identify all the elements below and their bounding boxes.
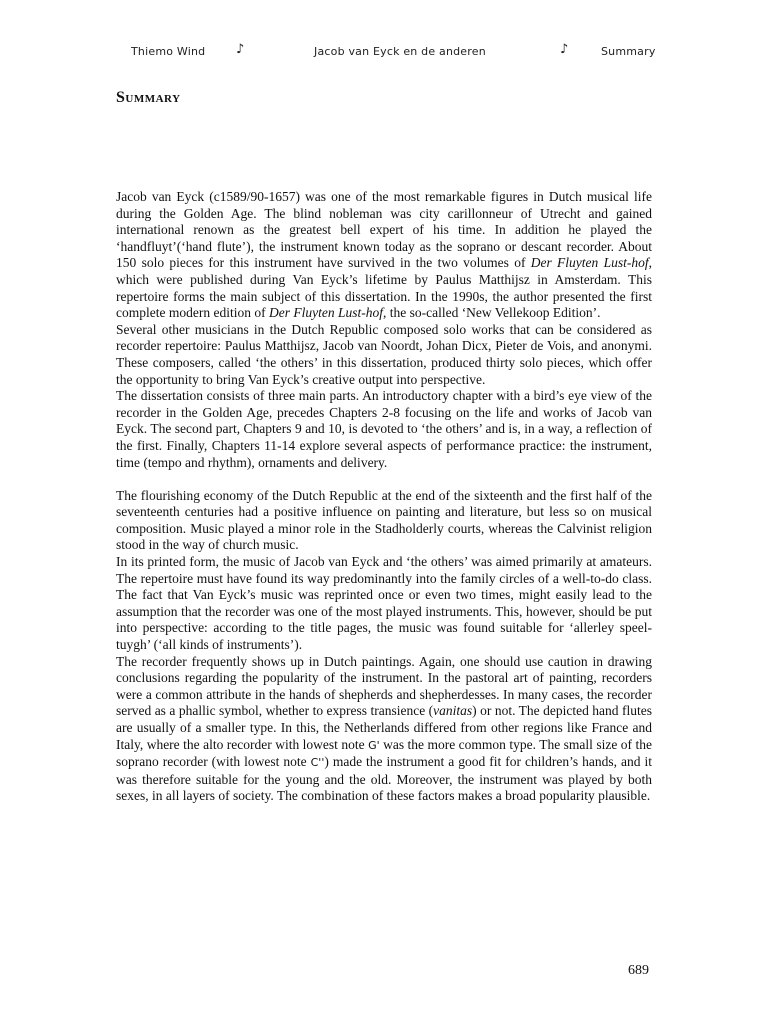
paragraph: The dissertation consists of three main parts. An introductory chapter with a bird’s eye view of the recorder in the Golden Age, precedes Chapters 2-8 focusing on the life and works of Jacob van Eyck. The second part, Chapters 9 and 10, is devoted to ‘the others’ and is, in a way, a reflection of the first. Finally, Chapters 11-14 explore several aspects of performance practice: the instrument, time (tempo and rhythm), ornaments and delivery. <box>116 388 652 470</box>
header-author: Thiemo Wind <box>131 45 206 58</box>
header-section: Summary <box>601 45 656 58</box>
body-text <box>116 189 652 805</box>
page-number: 689 <box>628 963 649 978</box>
section-heading: Summary <box>116 89 181 106</box>
paragraph: In its printed form, the music of Jacob van Eyck and ‘the others’ was aimed primarily at amateurs. The repertoire must have found its way predominantly into the family circles of a well-to-do class. The fact that Van Eyck’s music was reprinted once or even two times, might easily lead to the assumption that the recorder was one of the most played instruments. This, however, should be put into perspective: according to the title pages, the music was found suitable for ‘allerley speel-tuygh’ (‘all kinds of instruments’). <box>116 554 652 653</box>
paragraph: Several other musicians in the Dutch Republic composed solo works that can be considered as recorder repertoire: Paulus Matthijsz, Jacob van Noordt, Johan Dicx, Pieter de Vois, and anonymi. These composers, called ‘the others’ in this dissertation, produced thirty solo pieces, which offer the opportunity to bring Van Eyck’s creative output into perspective. <box>116 321 652 387</box>
music-note-icon: ♪ <box>560 42 569 57</box>
header-book-title: Jacob van Eyck en de anderen <box>314 45 486 58</box>
paragraph: The recorder frequently shows up in Dutch paintings. Again, one should use caution in drawing conclusions regarding the popularity of the instrument. In the pastoral art of painting, recorders were a common attribute in the hands of shepherds and shepherdesses. In many cases, the recorder served as a phallic symbol, whether to express transience (vanitas) or not. The depicted hand flutes are usually of a smaller type. In this, the Netherlands differed from other regions like France and Italy, where the alto recorder with lowest note G' was the more common type. The small size of the soprano recorder (with lowest note C'') made the instrument a good fit for children’s hands, and it was therefore suitable for the young and the old. Moreover, the instrument was played by both sexes, in all layers of society. The combination of these factors makes a broad popularity plausible. <box>116 653 652 804</box>
running-header <box>0 42 768 63</box>
music-note-icon: ♪ <box>236 42 245 57</box>
paragraph: Jacob van Eyck (c1589/90-1657) was one of the most remarkable figures in Dutch musical life during the Golden Age. The blind nobleman was city carillonneur of Utrecht and gained international renown as the greatest bell expert of his time. In addition he played the ‘handfluyt’(‘hand flute’), the instrument known today as the soprano or descant recorder. About 150 solo pieces for this instrument have survived in the two volumes of Der Fluyten Lust-hof, which were published during Van Eyck’s lifetime by Paulus Matthijsz in Amsterdam. This repertoire forms the main subject of this dissertation. In the 1990s, the author presented the first complete modern edition of Der Fluyten Lust-hof, the so-called ‘New Vellekoop Edition’. <box>116 189 652 321</box>
paragraph: The flourishing economy of the Dutch Republic at the end of the sixteenth and the first half of the seventeenth centuries had a positive influence on painting and literature, but less so on musical composition. Music played a minor role in the Stadholderly courts, whereas the Calvinist religion stood in the way of church music. <box>116 487 652 553</box>
